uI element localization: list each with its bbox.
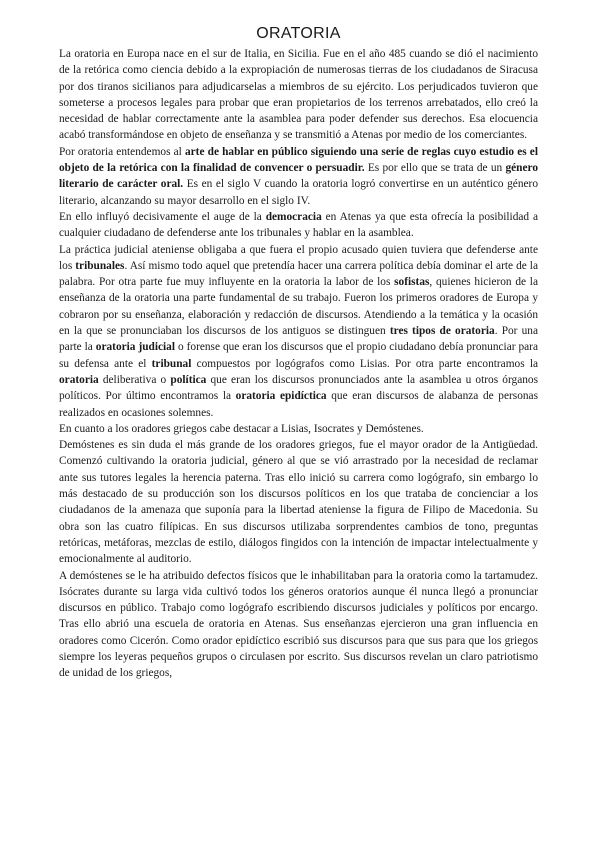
- page-title: ORATORIA: [256, 25, 341, 42]
- text-run: A demóstenes se le ha atribuido defectos físicos que le inhabilitaban para la oratoria como la tartamudez. Isócrates durante su larga vida cultivó todos los géneros oratorios aunque él nunca llegó a pronunciar discursos en público. Trabajo como logógrafo escribiendo discursos judiciales y políticos por encargo. Tras ello abrió una escuela de oratoria en Atenas. Sus enseñanzas ejercieron una gran influencia en oradores como Cicerón. Como orador epidíctico escribió sus discursos para que sus para que los griegos siempre los leyeras pequeños grupos o circulasen por escrito. Sus discursos revelan un claro patriotismo de unidad de los griegos,: [59, 569, 538, 680]
- text-run: En ello influyó decisivamente el auge de la: [59, 210, 266, 223]
- bold-text: oratoria: [59, 373, 99, 386]
- paragraph: [59, 209, 538, 242]
- text-run: Por oratoria entendemos al: [59, 145, 185, 158]
- paragraph: [59, 242, 538, 421]
- text-run: o forense que eran los discursos que el propio ciudadano debía pronunciar para su defensa ante el: [59, 341, 538, 370]
- bold-text: sofistas: [394, 276, 430, 289]
- text-run: La práctica judicial ateniense obligaba a que fuera el propio acusado quien tuviera que defenderse ante los: [59, 243, 538, 272]
- paragraph: [59, 437, 538, 567]
- text-run: Demóstenes es sin duda el más grande de los oradores griegos, fue el mayor orador de la Antigüedad. Comenzó cultivando la oratoria judicial, género al que se vió arrastrado por la necesidad de reclamar ante sus tutores legales la herencia paterna. Tras ello inició su carrera como logógrafo, sin embargo lo más destacado de su producción son los discursos políticos en los que trataba de concienciar a los ciudadanos de la amenaza que suponía para la libertad ateniense la figura de Filipo de Macedonia. Su obra son las cuatro filípicas. En sus discursos utilizaba sorprendentes cambios de tono, preguntas retóricas, metáforas, mezclas de estilo, diálogos fingidos con la intención de impactar intelectualmente y emocionalmente al auditorio.: [59, 439, 538, 566]
- bold-text: tres tipos de oratoria: [389, 325, 495, 338]
- bold-text: oratoria judicial: [95, 341, 176, 354]
- text-run: compuestos por logógrafos como Lisias. Por otra parte encontramos la: [191, 357, 539, 370]
- bold-text: oratoria epidíctica: [235, 390, 327, 403]
- text-run: . Por una parte la: [59, 325, 538, 354]
- text-run: en Atenas ya que esta ofrecía la posibilidad a cualquier ciudadano de defenderse ante los tribunales y hablar en la asamblea.: [59, 210, 538, 240]
- text-run: , quienes hicieron de la enseñanza de la oratoria una parte fundamental de su trabajo. Fueron los primeros oradores de Europa y cobraron por su enseñanza, elaboración y redacción de discursos. Atendiendo a la temática y la ocasión en la que se pronunciaban los discursos de los antiguos se distinguen: [59, 276, 538, 338]
- text-run: La oratoria en Europa nace en el sur de Italia, en Sicilia. Fue en el año 485 cuando se dió el nacimiento de la retórica como ciencia debido a la expropiación de numerosas tierras de los ciudadanos de Siracusa por dos tiranos sicilianos para adjudicarselas a miembros de su ejército. Los perjudicados tuvieron que someterse a procesos legales para probar que eran propietarios de los terrenos arrebatados, ello creó la necesidad de hablar correctamente ante la asamblea para poder defender sus derechos. Esa elocuencia acabó transformándose en objeto de enseñanza y se transmitió a Atenas por medio de los comerciantes.: [59, 48, 538, 142]
- text-run: Es en el siglo V cuando la oratoria logró convertirse en un auténtico género literario, alcanzando su mayor desarrollo en el siglo IV.: [59, 178, 538, 207]
- paragraph: [59, 46, 538, 144]
- text-run: que eran discursos de alabanza de personas realizados en ocasiones solemnes.: [59, 390, 538, 419]
- text-run: que eran los discursos pronunciados ante la asamblea u otros órganos políticos. Por último encontramos la: [59, 373, 538, 403]
- paragraph: [59, 568, 538, 682]
- bold-text: política: [170, 373, 207, 386]
- bold-text: arte de hablar en público siguiendo una serie de reglas cuyo estudio es el objeto de la retórica con la finalidad de convencer o persuadir.: [59, 145, 538, 175]
- paragraph: [59, 144, 538, 209]
- paragraph: [59, 421, 538, 437]
- bold-text: democracia: [265, 210, 322, 223]
- text-run: En cuanto a los oradores griegos cabe destacar a Lisias, Isocrates y Demóstenes.: [59, 422, 424, 435]
- bold-text: tribunales: [75, 259, 125, 272]
- text-run: deliberativa o: [98, 373, 171, 386]
- bold-text: tribunal: [151, 357, 192, 370]
- bold-text: género literario de carácter oral.: [59, 162, 538, 191]
- text-run: Es por ello que se trata de un: [364, 162, 506, 175]
- document-body: [59, 46, 538, 682]
- text-run: . Así mismo todo aquel que pretendía hacer una carrera política debía dominar el arte de la palabra. Por otra parte fue muy influyente en la oratoria la labor de los: [59, 259, 538, 289]
